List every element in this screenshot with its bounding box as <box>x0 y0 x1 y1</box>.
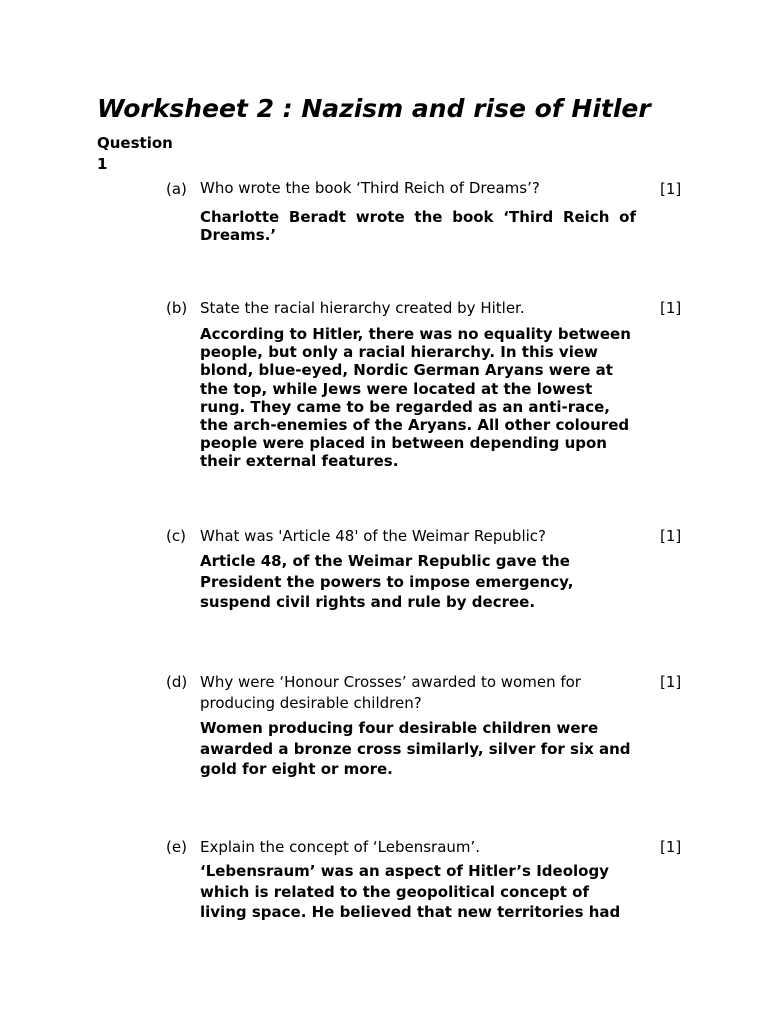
question-text: Explain the concept of ‘Lebensraum’. <box>200 838 481 856</box>
question-text: Who wrote the book ‘Third Reich of Dreams’? <box>200 179 540 197</box>
question-text: Why were ‘Honour Crosses’ awarded to women for producing desirable children? <box>200 673 581 712</box>
question-text: What was 'Article 48' of the Weimar Republic? <box>200 527 546 545</box>
answer-text: ‘Lebensraum’ was an aspect of Hitler’s Ideology which is related to the geopolitical concept of living space. He believed that new territories had <box>200 862 621 922</box>
marks-label: [1] <box>660 180 682 198</box>
item-letter: (b) <box>166 299 188 317</box>
item-letter: (e) <box>166 838 187 856</box>
answer-text: Charlotte Beradt wrote the book ‘Third Reich of Dreams.’ <box>200 208 636 245</box>
item-letter: (a) <box>166 180 187 198</box>
answer-text: According to Hitler, there was no equality between people, but only a racial hierarchy. In this view blond, blue-eyed, Nordic German Aryans were at the top, while Jews were located at the lowest rung. They came to be regarded as an anti-race, the arch-enemies of the Aryans. All other coloured people were placed in between depending upon their external features. <box>200 325 631 471</box>
worksheet-title: Worksheet 2 : Nazism and rise of Hitler <box>97 94 651 123</box>
marks-label: [1] <box>660 838 682 856</box>
item-letter: (c) <box>166 527 186 545</box>
question-text: State the racial hierarchy created by Hitler. <box>200 299 525 317</box>
marks-label: [1] <box>660 299 682 317</box>
item-letter: (d) <box>166 673 188 691</box>
marks-label: [1] <box>660 673 682 691</box>
question-heading: Question 1 <box>97 134 173 173</box>
answer-text: Women producing four desirable children were awarded a bronze cross similarly, silver for six and gold for eight or more. <box>200 719 631 779</box>
marks-label: [1] <box>660 527 682 545</box>
answer-text: Article 48, of the Weimar Republic gave the President the powers to impose emergency, suspend civil rights and rule by decree. <box>200 552 574 612</box>
